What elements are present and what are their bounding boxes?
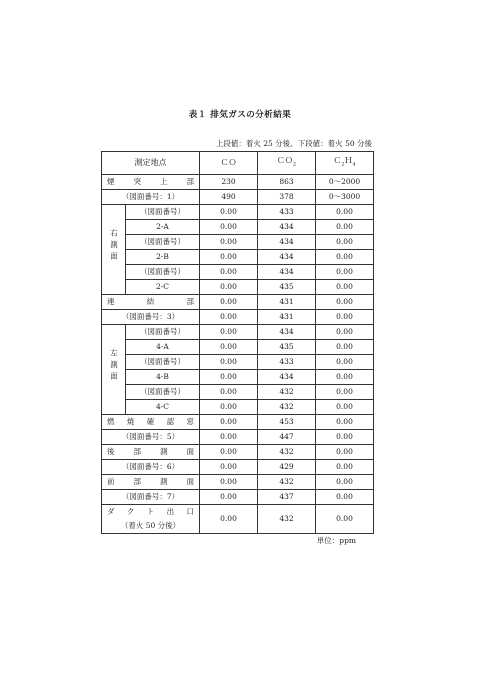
- header-c2h4: Ｃ$_2$Ｈ$_4$: [316, 152, 374, 175]
- table-row: [102, 234, 374, 249]
- value-co2: 434: [258, 264, 316, 279]
- value-co: 0.00: [200, 294, 258, 309]
- duct-timing: （着火 50 分後）: [120, 520, 181, 530]
- figure-number: （図面番号：1）: [102, 189, 200, 204]
- value-co: 0.00: [200, 324, 258, 339]
- figure-number: （図面番号）: [126, 234, 200, 249]
- value-co2: 432: [258, 504, 316, 533]
- point-code: 2-C: [126, 279, 200, 294]
- table-row: [102, 249, 374, 264]
- table-row: [102, 384, 374, 399]
- location-name: 煙 突 上 部: [102, 174, 200, 189]
- point-code: 4-B: [126, 369, 200, 384]
- figure-number: （図面番号）: [126, 384, 200, 399]
- table-title: 表１ 排気ガスの分析結果: [188, 110, 292, 120]
- table-row: [102, 399, 374, 414]
- value-co2: 433: [258, 354, 316, 369]
- value-co2: 434: [258, 234, 316, 249]
- table-row: [102, 264, 374, 279]
- value-c2h4: 0.00: [316, 354, 374, 369]
- value-co: 0.00: [200, 444, 258, 459]
- value-co: 0.00: [200, 309, 258, 324]
- value-c2h4: 0.00: [316, 399, 374, 414]
- figure-number: （図面番号）: [126, 324, 200, 339]
- value-co2: 429: [258, 459, 316, 474]
- analysis-table: [101, 151, 374, 534]
- table-row: [102, 204, 374, 219]
- table-row: [102, 504, 374, 533]
- location-name: ダ ク ト 出 口 （着火 50 分後）: [102, 504, 200, 533]
- value-c2h4: 0.00: [316, 384, 374, 399]
- value-c2h4: 0～3000: [316, 189, 374, 204]
- value-co2: 434: [258, 324, 316, 339]
- value-c2h4: 0.00: [316, 459, 374, 474]
- value-c2h4: 0.00: [316, 279, 374, 294]
- header-row: [102, 152, 374, 175]
- value-co2: 863: [258, 174, 316, 189]
- value-co: 0.00: [200, 219, 258, 234]
- value-co: 490: [200, 189, 258, 204]
- value-co: 0.00: [200, 354, 258, 369]
- value-c2h4: 0.00: [316, 264, 374, 279]
- figure-number: （図面番号）: [126, 354, 200, 369]
- table-row: [102, 354, 374, 369]
- value-c2h4: 0.00: [316, 294, 374, 309]
- value-co: 0.00: [200, 489, 258, 504]
- value-co: 0.00: [200, 459, 258, 474]
- table-row: [102, 489, 374, 504]
- side-label-right: 右測面: [102, 204, 126, 294]
- value-co2: 434: [258, 219, 316, 234]
- point-code: 4-C: [126, 399, 200, 414]
- table-row: [102, 369, 374, 384]
- value-co: 0.00: [200, 429, 258, 444]
- header-location: 測定地点: [102, 152, 200, 175]
- value-co2: 431: [258, 309, 316, 324]
- value-co: 0.00: [200, 204, 258, 219]
- value-co2: 433: [258, 204, 316, 219]
- value-c2h4: 0.00: [316, 234, 374, 249]
- value-c2h4: 0.00: [316, 489, 374, 504]
- value-c2h4: 0.00: [316, 474, 374, 489]
- value-co: 0.00: [200, 474, 258, 489]
- value-c2h4: 0.00: [316, 414, 374, 429]
- figure-number: （図面番号：5）: [102, 429, 200, 444]
- value-c2h4: 0～2000: [316, 174, 374, 189]
- value-co: 0.00: [200, 399, 258, 414]
- table-row: [102, 414, 374, 429]
- timing-note: 上段値：着火 25 分後、下段値：着火 50 分後: [215, 139, 372, 148]
- location-name: 前 部 測 面: [102, 474, 200, 489]
- table-row: [102, 294, 374, 309]
- value-co2: 432: [258, 474, 316, 489]
- value-c2h4: 0.00: [316, 219, 374, 234]
- figure-number: （図面番号）: [126, 204, 200, 219]
- figure-number: （図面番号：6）: [102, 459, 200, 474]
- value-co2: 378: [258, 189, 316, 204]
- value-co2: 434: [258, 249, 316, 264]
- value-co: 230: [200, 174, 258, 189]
- value-c2h4: 0.00: [316, 429, 374, 444]
- value-c2h4: 0.00: [316, 249, 374, 264]
- value-c2h4: 0.00: [316, 339, 374, 354]
- location-name: 燃 焼 確 認 窓: [102, 414, 200, 429]
- value-c2h4: 0.00: [316, 444, 374, 459]
- table-row: [102, 279, 374, 294]
- table-row: [102, 189, 374, 204]
- value-co2: 437: [258, 489, 316, 504]
- location-name: 後 部 測 面: [102, 444, 200, 459]
- value-co: 0.00: [200, 504, 258, 533]
- table-row: [102, 324, 374, 339]
- value-co2: 432: [258, 444, 316, 459]
- table-row: [102, 459, 374, 474]
- point-code: 2-B: [126, 249, 200, 264]
- figure-number: （図面番号：3）: [102, 309, 200, 324]
- point-code: 2-A: [126, 219, 200, 234]
- value-co: 0.00: [200, 339, 258, 354]
- table-row: [102, 444, 374, 459]
- value-co2: 434: [258, 369, 316, 384]
- table-row: [102, 174, 374, 189]
- side-label-left: 左測面: [102, 324, 126, 414]
- value-co: 0.00: [200, 234, 258, 249]
- value-c2h4: 0.00: [316, 504, 374, 533]
- value-co2: 453: [258, 414, 316, 429]
- value-co2: 447: [258, 429, 316, 444]
- value-co2: 431: [258, 294, 316, 309]
- location-name: 連 結 部: [102, 294, 200, 309]
- point-code: 4-A: [126, 339, 200, 354]
- figure-number: （図面番号）: [126, 264, 200, 279]
- value-co: 0.00: [200, 279, 258, 294]
- table-row: [102, 219, 374, 234]
- value-co: 0.00: [200, 264, 258, 279]
- table-row: [102, 429, 374, 444]
- table-row: [102, 474, 374, 489]
- value-co2: 435: [258, 339, 316, 354]
- value-co2: 432: [258, 384, 316, 399]
- unit-label: 単位：ppm: [316, 536, 356, 545]
- value-c2h4: 0.00: [316, 309, 374, 324]
- value-co: 0.00: [200, 384, 258, 399]
- header-co: ＣＯ: [200, 152, 258, 175]
- figure-number: （図面番号：7）: [102, 489, 200, 504]
- value-c2h4: 0.00: [316, 204, 374, 219]
- table-row: [102, 309, 374, 324]
- value-co: 0.00: [200, 414, 258, 429]
- value-c2h4: 0.00: [316, 369, 374, 384]
- header-co2: ＣＯ$_2$: [258, 152, 316, 175]
- value-co2: 432: [258, 399, 316, 414]
- value-co: 0.00: [200, 369, 258, 384]
- value-co: 0.00: [200, 249, 258, 264]
- value-c2h4: 0.00: [316, 324, 374, 339]
- table-row: [102, 339, 374, 354]
- value-co2: 435: [258, 279, 316, 294]
